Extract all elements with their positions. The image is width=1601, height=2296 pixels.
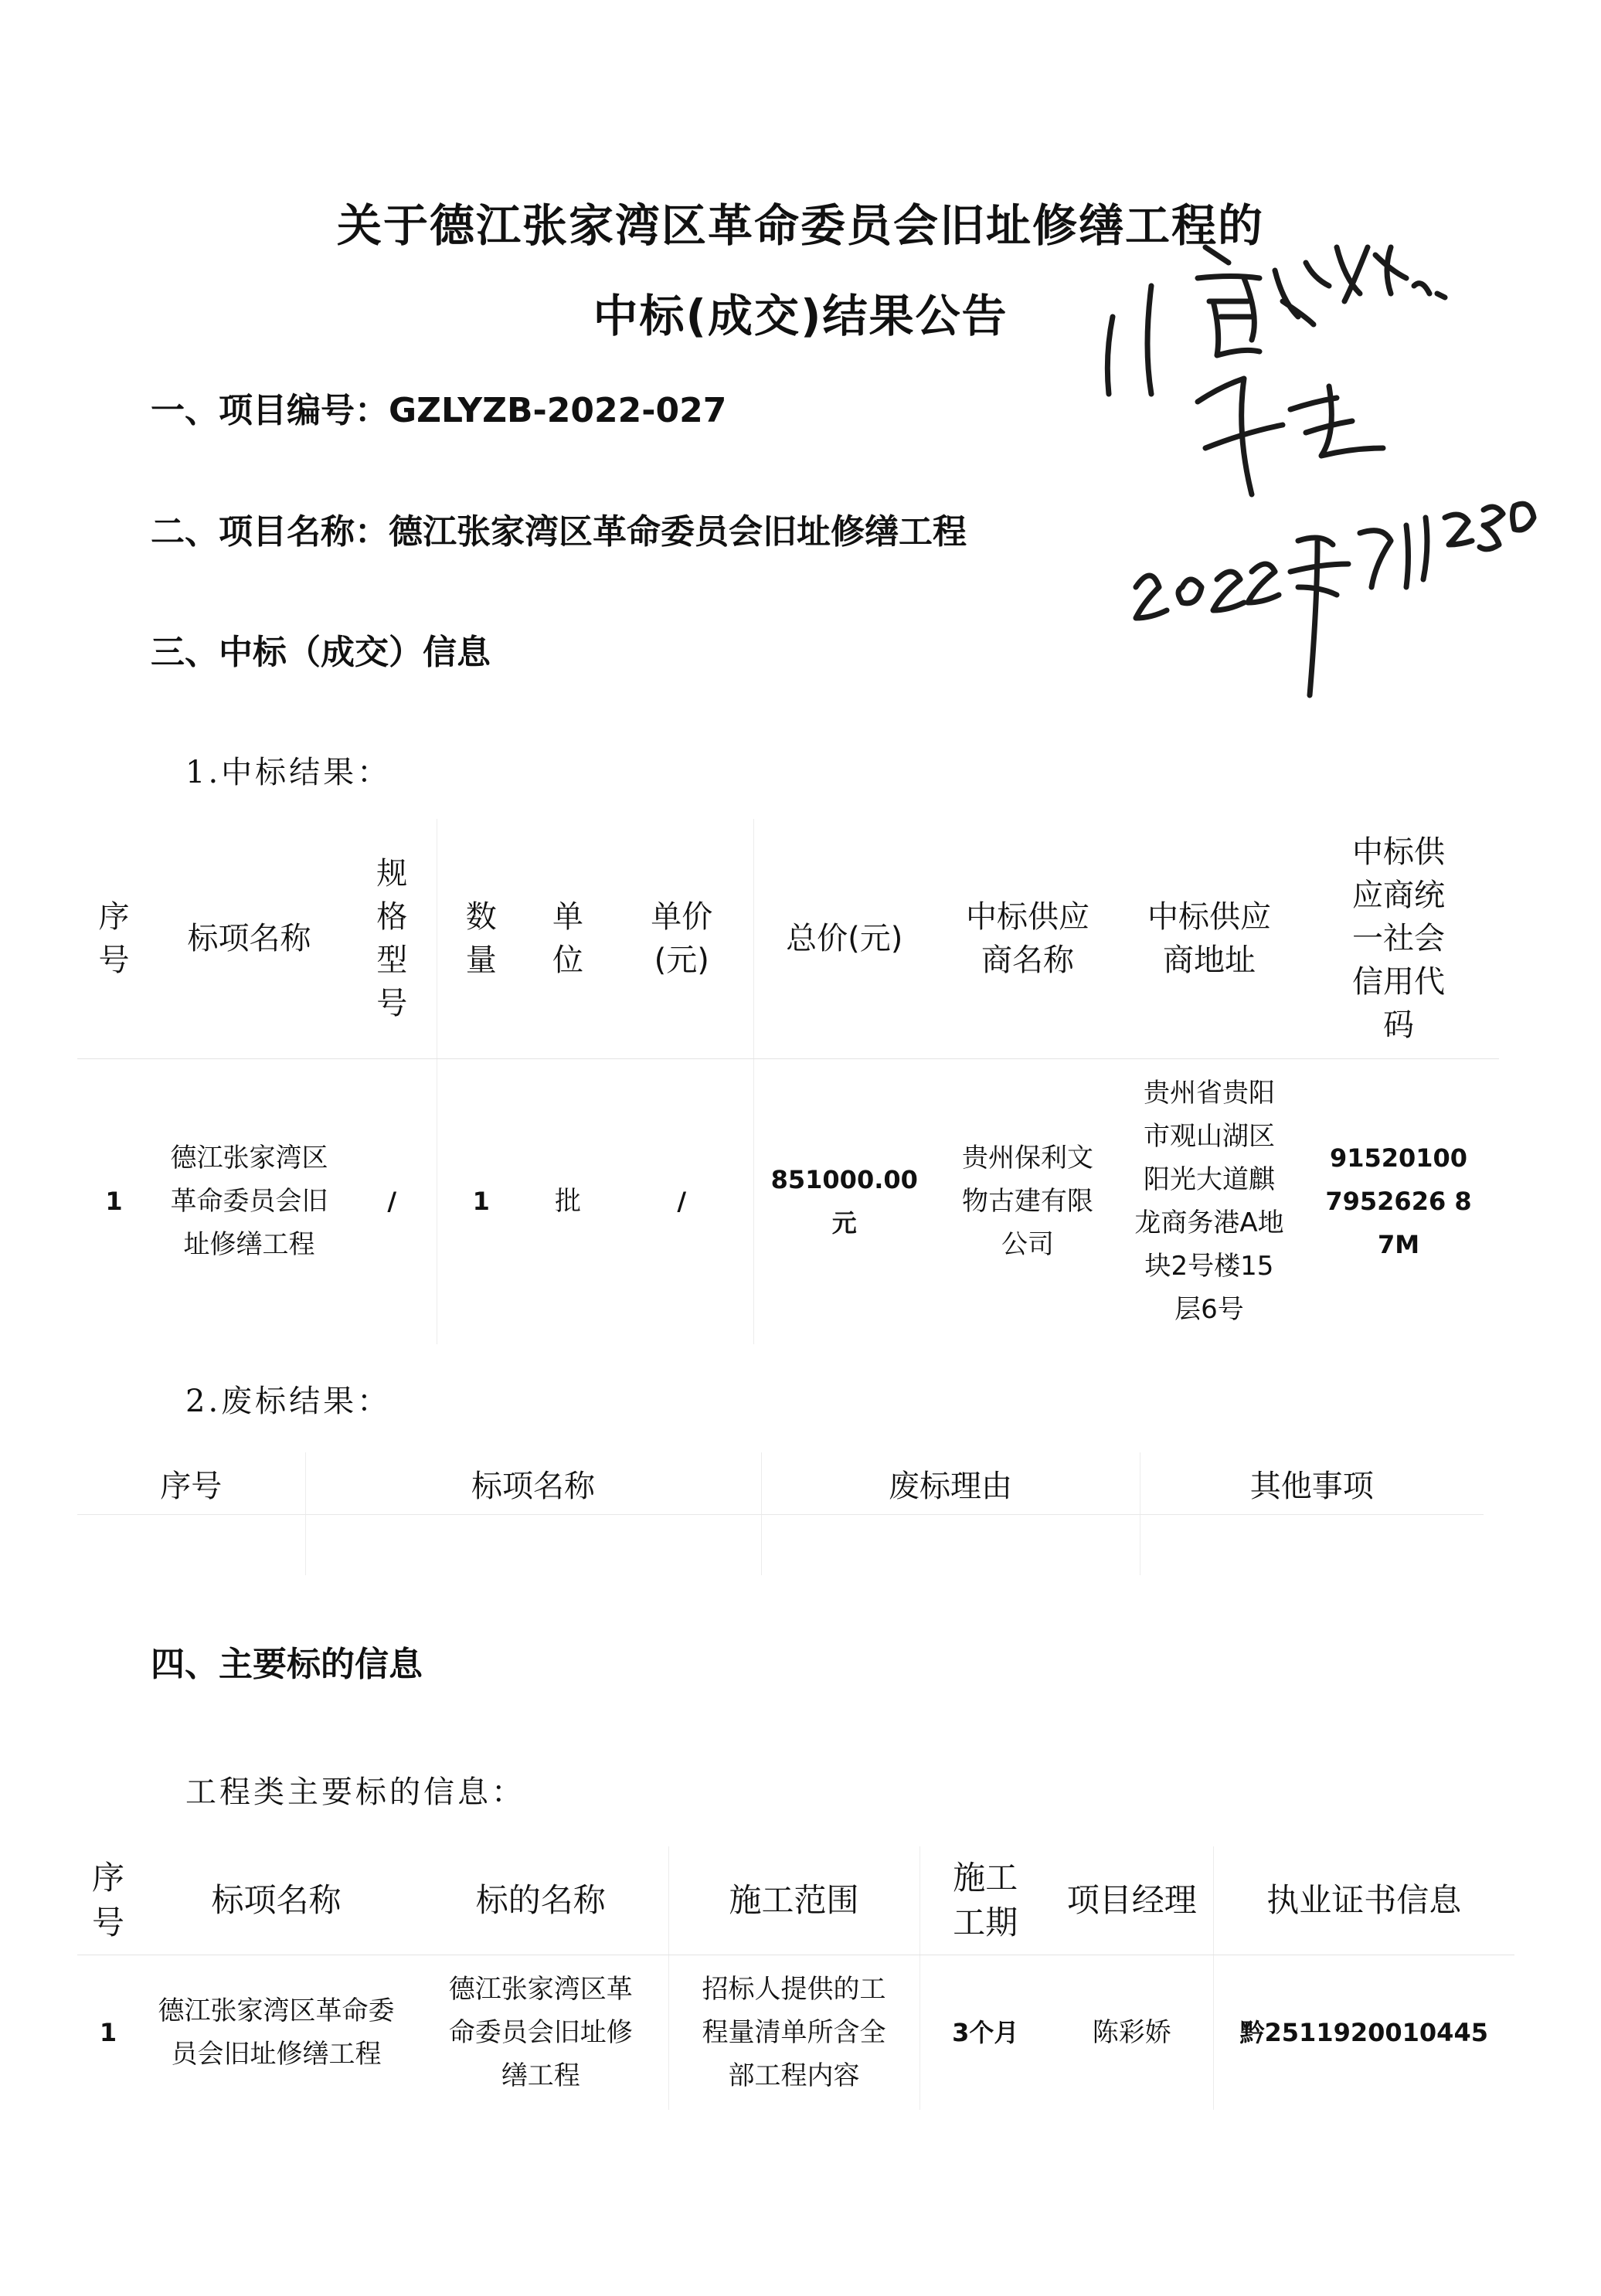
engineering-table-row xyxy=(77,1955,1514,2111)
cell-supplier-name: 贵州保利文物古建有限公司 xyxy=(962,1143,1093,1261)
award-result-subtitle: 1.中标结果： xyxy=(185,755,392,790)
eng-header-target-name: 标的名称 xyxy=(413,1846,668,1955)
header-total-price: 总价(元) xyxy=(753,819,935,1058)
engineering-subtitle: 工程类主要标的信息： xyxy=(185,1775,525,1810)
invalid-header-reason: 废标理由 xyxy=(761,1452,1140,1515)
main-subject-heading: 四、主要标的信息 xyxy=(151,1645,423,1684)
project-name-value: 德江张家湾区革命委员会旧址修缮工程 xyxy=(389,512,967,552)
engineering-table xyxy=(77,1846,1514,2110)
invalid-header-seq: 序号 xyxy=(77,1452,305,1515)
cell-unit-price: / xyxy=(610,1058,753,1344)
award-result-table xyxy=(77,819,1499,1344)
cell-quantity: 1 xyxy=(472,1187,490,1217)
eng-cell-scope: 招标人提供的工程量清单所含全部工程内容 xyxy=(668,1955,919,2111)
cell-total-price: 851000.00元 xyxy=(770,1165,918,1238)
eng-header-seq: 序号 xyxy=(77,1846,139,1955)
project-number-heading xyxy=(151,382,726,432)
invalid-header-other: 其他事项 xyxy=(1140,1452,1484,1515)
eng-header-certificate: 执业证书信息 xyxy=(1213,1846,1514,1955)
project-number-value: GZLYZB-2022-027 xyxy=(389,391,727,430)
invalid-result-subtitle: 2.废标结果： xyxy=(185,1384,392,1419)
eng-cell-item-name: 德江张家湾区革命委员会旧址修缮工程 xyxy=(158,1995,395,2070)
award-info-heading: 三、中标（成交）信息 xyxy=(151,633,491,672)
eng-header-period: 施工工期 xyxy=(919,1846,1051,1955)
header-spec: 规格型号 xyxy=(348,819,437,1058)
eng-cell-seq: 1 xyxy=(99,2018,117,2047)
eng-cell-target-name: 德江张家湾区革命委员会旧址修缮工程 xyxy=(413,1955,668,2111)
header-unit: 单位 xyxy=(525,819,610,1058)
award-table-header xyxy=(77,819,1499,1058)
document-title-line1: 关于德江张家湾区革命委员会旧址修缮工程的 xyxy=(336,199,1264,252)
document-title-line2: 中标(成交)结果公告 xyxy=(593,290,1008,342)
project-number-label: 一、项目编号： xyxy=(151,391,389,430)
engineering-table-header xyxy=(77,1846,1514,1955)
eng-header-item-name: 标项名称 xyxy=(139,1846,413,1955)
header-seq: 序号 xyxy=(77,819,151,1058)
eng-cell-manager: 陈彩娇 xyxy=(1051,1955,1213,2111)
header-supplier-name: 中标供应商名称 xyxy=(935,819,1120,1058)
award-table-row xyxy=(77,1058,1499,1344)
cell-supplier-address: 贵州省贵阳市观山湖区阳光大道麒龙商务港A地块2号楼15层6号 xyxy=(1134,1078,1284,1326)
header-item-name: 标项名称 xyxy=(151,819,348,1058)
cell-item-name: 德江张家湾区革命委员会旧址修缮工程 xyxy=(170,1143,328,1261)
eng-header-manager: 项目经理 xyxy=(1051,1846,1213,1955)
cell-unit: 批 xyxy=(555,1186,581,1218)
header-supplier-address: 中标供应商地址 xyxy=(1120,819,1298,1058)
invalid-header-item-name: 标项名称 xyxy=(305,1452,761,1515)
header-unit-price: 单价(元) xyxy=(610,819,753,1058)
header-quantity: 数量 xyxy=(437,819,525,1058)
handwritten-signature xyxy=(1066,201,1592,726)
eng-cell-period: 3个月 xyxy=(952,2018,1019,2047)
cell-credit-code: 915201007952626 87M xyxy=(1325,1143,1472,1260)
eng-header-scope: 施工范围 xyxy=(668,1846,919,1955)
cell-spec: / xyxy=(348,1058,437,1344)
invalid-result-table xyxy=(77,1452,1484,1575)
eng-cell-certificate: 黔2511920010445 xyxy=(1239,2018,1488,2047)
project-name-label: 二、项目名称： xyxy=(151,512,389,552)
header-credit-code: 中标供应商统一社会信用代码 xyxy=(1298,819,1499,1058)
project-name-heading xyxy=(151,504,967,553)
invalid-table-empty-row xyxy=(77,1515,1484,1576)
cell-seq: 1 xyxy=(105,1187,123,1217)
invalid-table-header xyxy=(77,1452,1484,1515)
